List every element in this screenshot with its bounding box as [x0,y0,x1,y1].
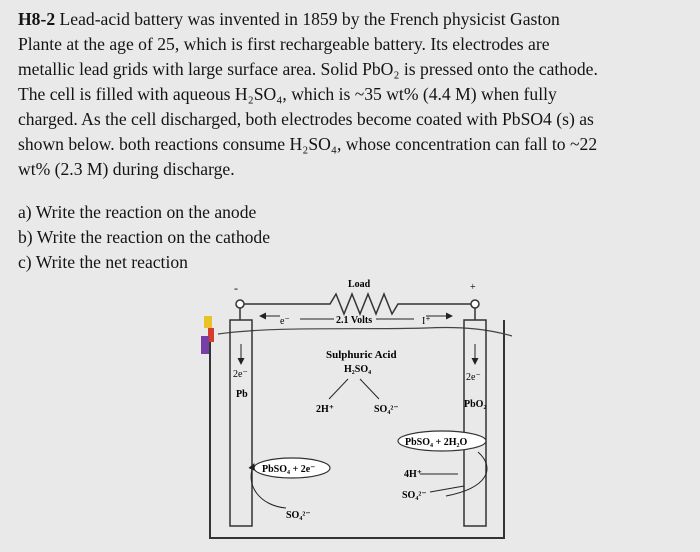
hydrogen-ion-label: 2H⁺ [316,404,335,415]
question-a: a) Write the reaction on the anode [18,202,257,222]
question-list [18,200,418,275]
problem-statement [18,7,688,182]
dissociation-line-right [360,379,379,399]
electrolyte-formula: H₂SO₄ [344,364,372,375]
color-tab-yellow [204,316,212,328]
anode-product-label: PbSO₄ + 2e⁻ [262,464,316,475]
cathode-h-label: 4H⁺ [404,469,423,480]
minus-sign: - [234,281,238,295]
dissociation-line-left [329,379,348,399]
problem-line: The cell is filled with aqueous H₂SO₄, which is ~35 wt% (4.4 M) when fully [18,84,557,104]
cathode-terminal [471,300,479,308]
sulfate-ion-label: SO₄²⁻ [374,404,399,415]
anode-terminal [236,300,244,308]
cathode-oxide-label: PbO₂ [464,399,487,410]
question-b: b) Write the reaction on the cathode [18,227,271,247]
external-circuit-wire [244,294,471,314]
problem-code: H8-2 [18,9,56,29]
electrolyte-name: Sulphuric Acid [326,349,397,361]
anode-metal-label: Pb [236,389,248,400]
problem-line: Plante at the age of 25, which is first rechargeable battery. Its electrodes are [18,34,550,54]
cathode-electrons-label: 2e⁻ [466,372,481,383]
problem-line: charged. As the cell discharged, both electrodes become coated with PbSO4 (s) as [18,109,594,129]
anode-electrons-label: 2e⁻ [233,369,248,380]
electrolyte-level [218,327,512,336]
plus-sign: + [470,282,476,293]
electron-top-label: e⁻ [280,316,290,327]
load-label: Load [348,279,371,290]
problem-line [18,7,688,32]
current-top-label: I⁺ [422,316,431,327]
problem-line-text: Lead-acid battery was invented in 1859 by the French physicist Gaston [55,9,560,29]
battery-diagram [196,276,526,550]
voltage-label: 2.1 Volts [336,315,373,326]
anode-sulfate-label: SO₄²⁻ [286,510,311,521]
cathode-sulfate-line [430,486,464,492]
problem-line: wt% (2.3 M) during discharge. [18,159,235,179]
question-c: c) Write the net reaction [18,252,188,272]
color-tab-purple [201,336,209,354]
cathode-product-label: PbSO₄ + 2H₂O [405,437,468,448]
cathode-sulfate-label: SO₄²⁻ [402,490,427,501]
problem-line: shown below. both reactions consume H₂SO₄, whose concentration can fall to ~22 [18,134,598,154]
problem-line: metallic lead grids with large surface area. Solid PbO₂ is pressed onto the cathode. [18,59,598,79]
